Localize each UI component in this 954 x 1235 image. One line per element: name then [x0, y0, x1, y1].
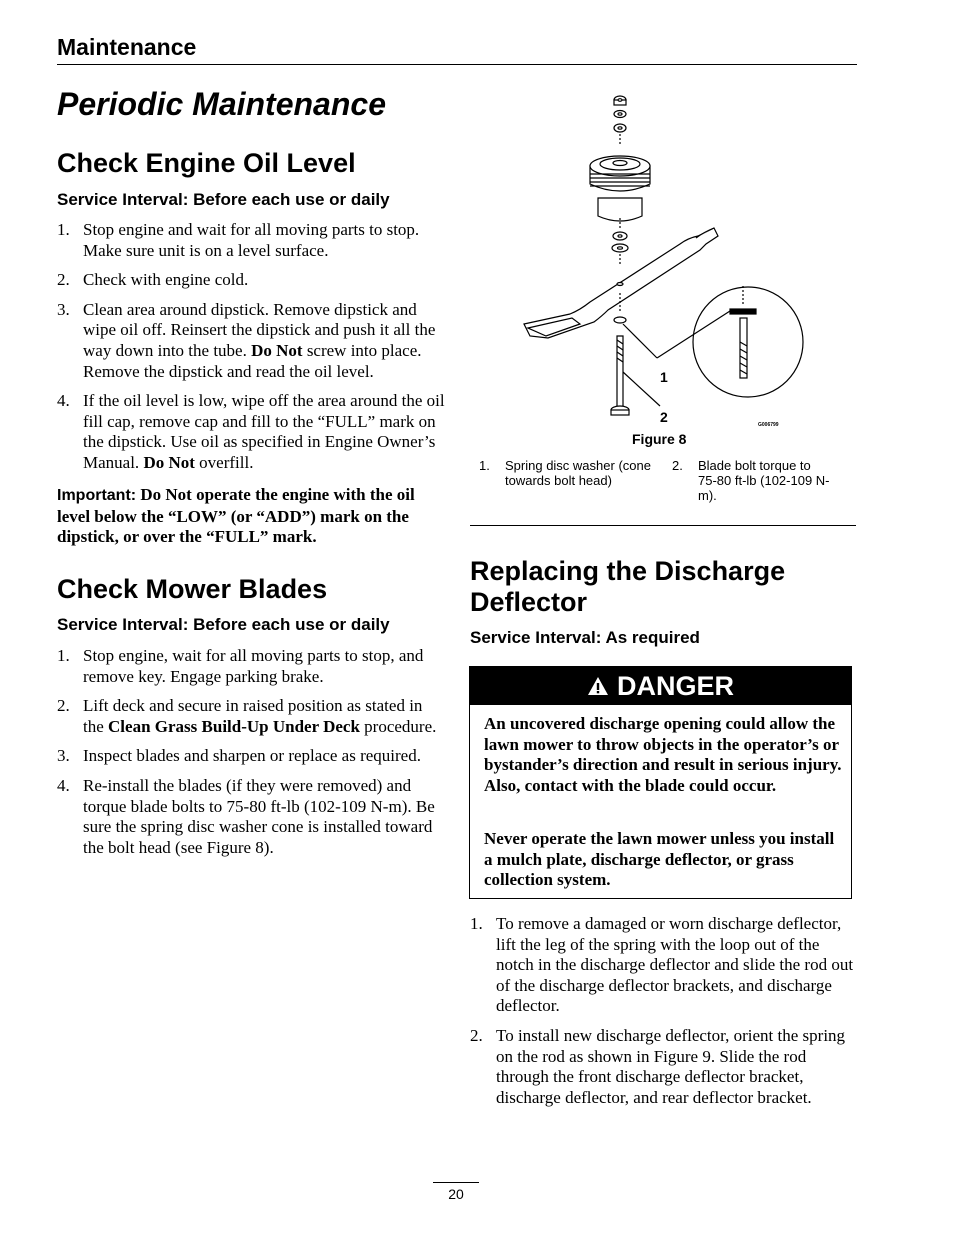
spring-disc-washer-icon [614, 317, 626, 323]
deflector-steps [470, 914, 858, 1117]
oil-step-2: 2. Check with engine cold. [57, 270, 249, 290]
page-number: 20 [448, 1186, 464, 1202]
oil-step-4: 4. If the oil level is low, wipe off the area around the oil fill cap, remove cap and fill to the “FULL” mark on the dipstick. Use oil as specified in Engine Owner’s Manual. Do Not overfill. [57, 391, 445, 472]
oil-section-title: Check Engine Oil Level [57, 148, 356, 178]
callout-1-label: 1 [660, 369, 668, 385]
important-text: Do Not operate the engine with the oil level below the “LOW” (or “ADD”) mark on the dipstick, or over the “FULL” mark. [57, 485, 415, 547]
callout-2-label: 2 [660, 409, 668, 425]
deflector-section-title: Replacing the Discharge Deflector [470, 556, 786, 617]
blades-service-interval: Service Interval: Before each use or daily [57, 615, 390, 634]
oil-steps [57, 220, 445, 483]
danger-paragraph-1: An uncovered discharge opening could allow the lawn mower to throw objects in the operator’s or bystander’s direction and result in serious injury. Also, contact with the blade could occur. [484, 714, 842, 795]
legend-item-2-num: 2. [672, 458, 683, 473]
oil-step-1: 1. Stop engine and wait for all moving parts to stop. Make sure unit is on a level surface. [57, 220, 420, 260]
important-label: Important: [57, 487, 137, 504]
blade-assembly-illustration [510, 88, 810, 430]
danger-label: DANGER [616, 670, 734, 701]
section-header: Maintenance [57, 34, 197, 60]
legend-item-2-text: Blade bolt torque to 75-80 ft-lb (102-109 N-m). [698, 458, 830, 503]
blades-section-title: Check Mower Blades [57, 574, 328, 604]
danger-banner [470, 667, 851, 705]
deflector-step-1: 1. To remove a damaged or worn discharge deflector, lift the leg of the spring with the loop out of the notch in the discharge deflector and slide the rod out of the discharge deflector brackets, and discharge deflector. [470, 914, 854, 1016]
footer-rule [433, 1182, 479, 1183]
blades-step-2: 2. Lift deck and secure in raised position as stated in the Clean Grass Build-Up Under Deck procedure. [57, 696, 437, 736]
danger-box [469, 666, 852, 899]
danger-paragraph-2: Never operate the lawn mower unless you install a mulch plate, discharge deflector, or grass collection system. [484, 829, 835, 890]
legend-item-1-num: 1. [479, 458, 490, 473]
blades-steps [57, 646, 445, 867]
blades-step-3: 3. Inspect blades and sharpen or replace as required. [57, 746, 421, 766]
oil-service-interval: Service Interval: Before each use or daily [57, 190, 390, 209]
important-note [57, 485, 442, 548]
legend-item-1-text: Spring disc washer (cone towards bolt head) [505, 458, 651, 488]
callout-detail-icon [693, 286, 803, 397]
blades-step-1: 1. Stop engine, wait for all moving parts to stop, and remove key. Engage parking brake. [57, 646, 424, 686]
figure-part-code: G006799 [758, 422, 779, 428]
header-rule [57, 64, 857, 65]
figure-caption: Figure 8 [632, 431, 687, 447]
top-nut-icon [614, 96, 626, 105]
callout-2-leader [623, 372, 660, 406]
spindle-pulley-icon [590, 156, 650, 221]
oil-step-3: 3. Clean area around dipstick. Remove dipstick and wipe oil off. Reinsert the dipstick and push it all the way down into the tube. Do Not screw into place. Remove the dipstick and read the oil level. [57, 299, 436, 381]
figure-divider [470, 525, 856, 526]
page-title: Periodic Maintenance [57, 86, 386, 122]
deflector-step-2: 2. To install new discharge deflector, orient the spring on the rod as shown in Figure 9. Slide the rod through the front discharge deflector bracket, discharge deflector, and rear deflector bracket. [470, 1025, 846, 1107]
warning-triangle-icon [587, 676, 609, 696]
deflector-service-interval: Service Interval: As required [470, 628, 700, 647]
blades-step-4: 4. Re-install the blades (if they were removed) and torque blade bolts to 75-80 ft-lb (102-109 N-m). Be sure the spring disc washer cone is installed toward the bolt head (see Figure 8). [57, 775, 435, 857]
